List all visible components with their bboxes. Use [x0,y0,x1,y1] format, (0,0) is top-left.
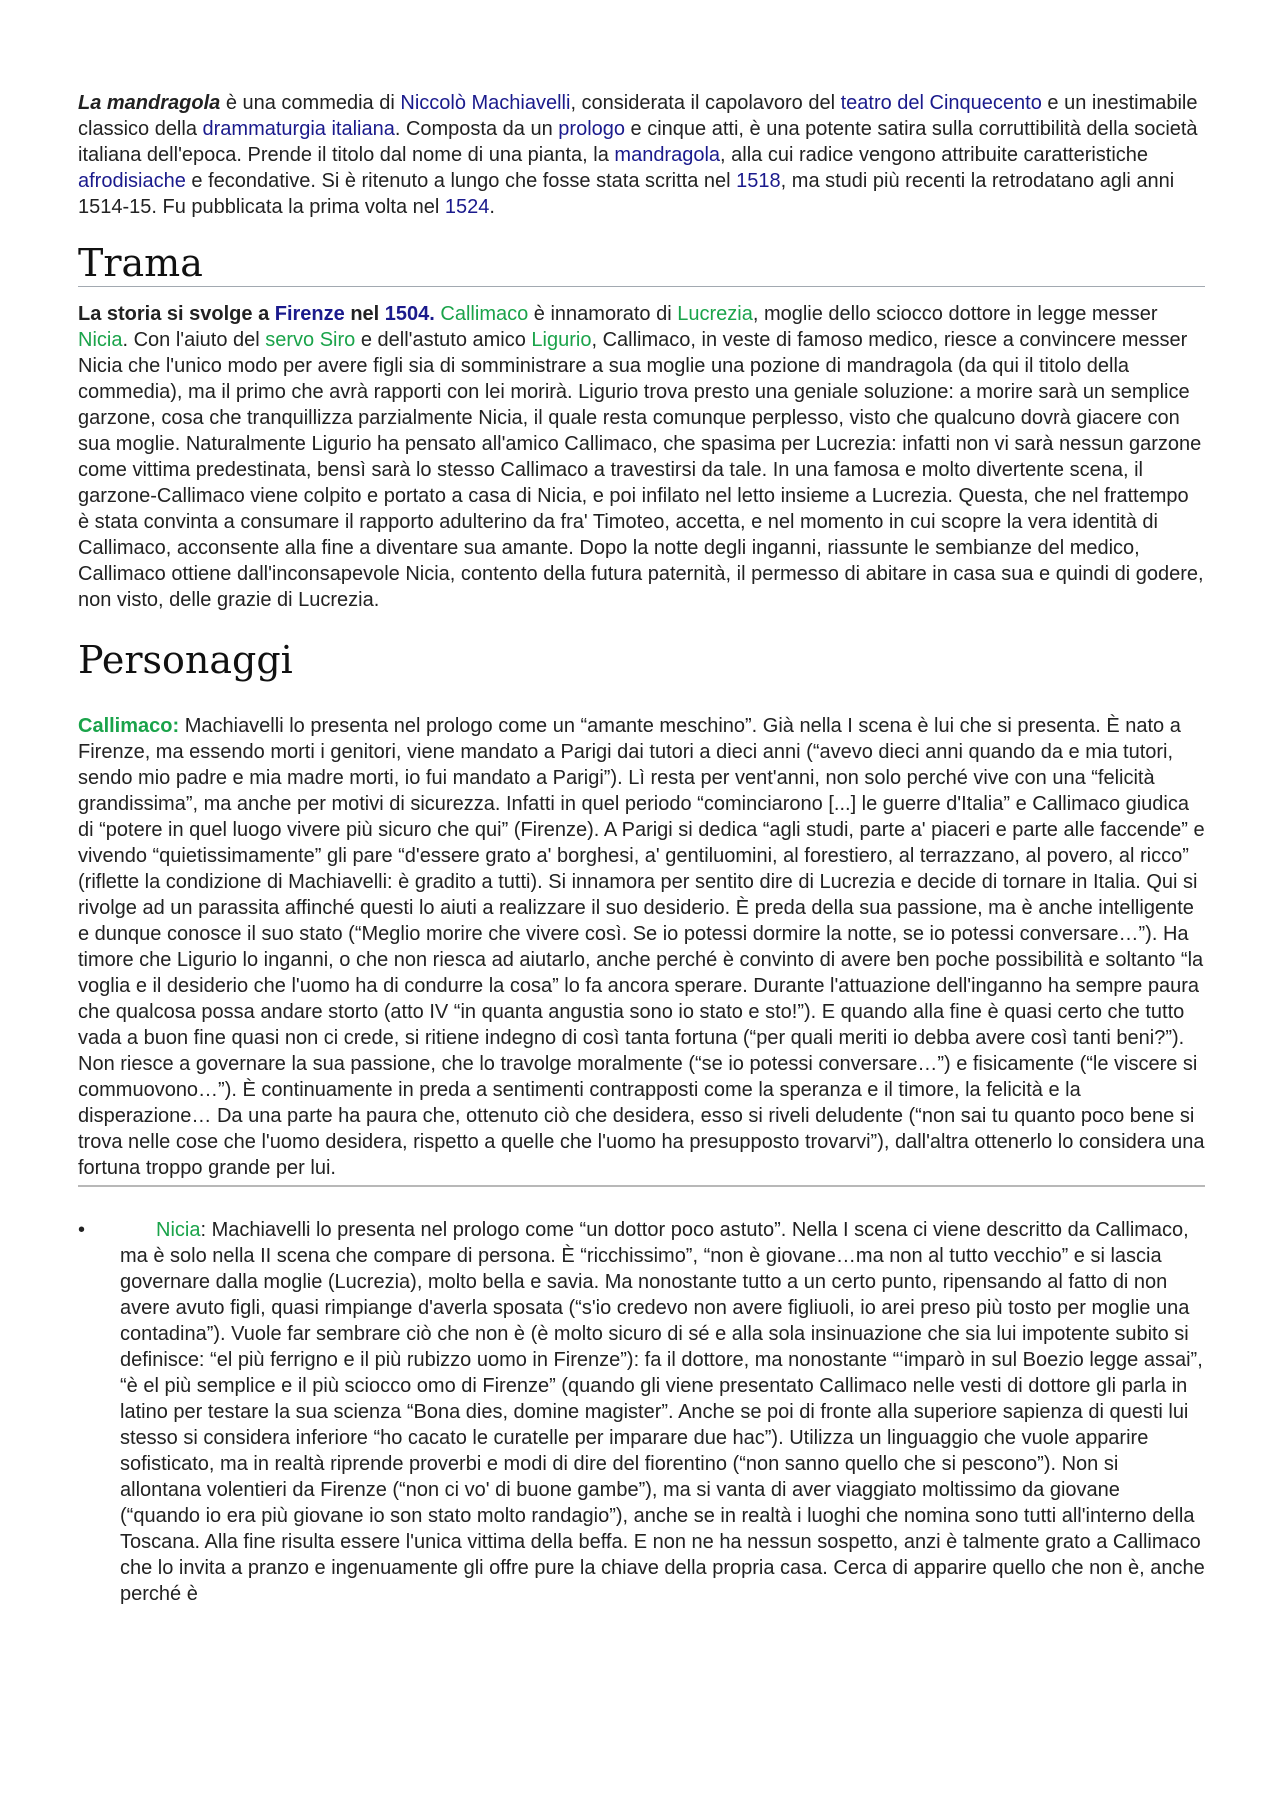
callimaco-paragraph: Callimaco: Machiavelli lo presenta nel prologo come un “amante meschino”. Già nella I scena è lui che si presenta. È nato a Firenze, ma essendo morti i genitori, viene mandato a Parigi dai tutori a dieci anni (“avevo dieci anni quando da e mia tutori, sendo mio padre e mia madre morti, io fui mandato a Parigi”). Lì resta per vent'anni, non solo perché vive con una “felicità grandissima”, ma anche per motivi di sicurezza. Infatti in quel periodo “cominciarono [...] le guerre d'Italia” e Callimaco giudica di “potere in quel luogo vivere più sicuro che qui” (Firenze). A Parigi si dedica “agli studi, parte a' piaceri e parte alle faccende” e vivendo “quietissimamente” gli pare “d'essere grato a' borghesi, a' gentiluomini, al forestiero, al terrazzano, al povero, al ricco” (riflette la condizione di Machiavelli: è gradito a tutti). Si innamora per sentito dire di Lucrezia e decide di tornare in Italia. Qui si rivolge ad un parassita affinché questi lo aiuti a realizzare il suo desiderio. È preda della sua passione, ma è anche intelligente e dunque conosce il suo stato (“Meglio morire che vivere così. Se io potessi dormire la notte, se io potessi conversare…”). Ha timore che Ligurio lo inganni, o che non riesca ad aiutarlo, anche perché è convinto di avere ben poche possibilità e soltanto “la voglia e il desiderio che l'uomo ha di condurre la cosa” lo fa ancora sperare. Durante l'attuazione dell'inganno ha sempre paura che qualcosa possa andare storto (atto IV “in quanta angustia sono io stato e sto!”). E quando alla fine è quasi certo che tutto vada a buon fine quasi non ci crede, si ritiene indegno di così tanta fortuna (“per quali meriti io debba avere così tanti beni?”). Non riesce a governare la sua passione, che lo travolge moralmente (“se io potessi conversare…”) e fisicamente (“le viscere si commuovono…”). È continuamente in preda a sentimenti contrapposti come la speranza e il timore, la felicità e la disperazione… Da una parte ha paura che, ottenuto ciò che desidera, esso si riveli deludente (“non sai tu quanto poco bene si trova nelle cose che l'uomo desidera, rispetto a quelle che l'uomo ha presupposto trovarvi”), dall'altra ottenerlo lo considera una fortuna troppo grande per lui. [78,715,1205,1179]
link-drammaturgia[interactable]: drammaturgia italiana [202,118,395,140]
trama-lead: La storia si svolge a Firenze nel 1504. [78,303,435,325]
link-1524[interactable]: 1524 [444,196,490,218]
character-list [78,1217,1205,1607]
link-machiavelli[interactable]: Niccolò Machiavelli [400,92,571,114]
link-lucrezia[interactable]: Lucrezia [677,303,753,325]
intro-paragraph: La mandragola è una commedia di Niccolò Machiavelli, considerata il capolavoro del teatro del Cinquecento e un inestimabile classico della drammaturgia italiana. Composta da un prologo e cinque atti, è una potente satira sulla corruttibilità della società italiana dell'epoca. Prende il titolo dal nome di una pianta, la mandragola, alla cui radice vengono attribuite caratteristiche afrodisiache e fecondative. Si è ritenuto a lungo che fosse stata scritta nel 1518, ma studi più recenti la retrodatano agli anni 1514-15. Fu pubblicata la prima volta nel 1524. [78,92,1198,218]
bullet-icon: • [78,1219,86,1241]
link-mandragola[interactable]: mandragola [614,144,721,166]
list-item-nicia: • Nicia: Machiavelli lo presenta nel prologo come “un dottor poco astuto”. Nella I scena ci viene descritto da Callimaco, ma è solo nella II scena che compare di persona. È “ricchissimo”, “non è giovane…ma non al tutto vecchio” e si lascia governare dalla moglie (Lucrezia), molto bella e savia. Ma nonostante tutto a un certo punto, ripensando al fatto di non avere avuto figli, quasi rimpiange d'averla sposata (“s'io credevo non avere figliuoli, io arei preso più tosto per moglie una contadina”). Vuole far sembrare ciò che non è (è molto sicuro di sé e alla sola insinuazione che sia lui impotente subito si definisce: “el più ferrigno e il più rubizzo uomo in Firenze”): fa il dottore, ma nonostante “‘imparò in sul Boezio legge assai”, “è el più semplice e il più sciocco omo di Firenze” (quando gli viene presentato Callimaco nelle vesti di dottore gli parla in latino per testare la sua scienza “Bona dies, domine magister”. Anche se poi di fronte alla superiore sapienza di questi lui stesso si considera inferiore “ho cacato le curatelle per imparare due hac”). Utilizza un linguaggio che vuole apparire sofisticato, ma in realtà riprende proverbi e modi di dire del fiorentino (“non sanno quello che si pescono”). Non si allontana volentieri da Firenze (“non ci vo' di buone gambe”), ma si vanta di aver viaggiato moltissimo da giovane (“quando io era più giovane io son stato molto randagio”), anche se in realtà i luoghi che nomina sono tutti all'interno della Toscana. Alla fine risulta essere l'unica vittima della beffa. E non ne ha nessun sospetto, anzi è talmente grato a Callimaco che lo invita a pranzo e ingenuamente gli offre pure la chiave della propria casa. Cerca di apparire quello che non è, anche perché è [78,1219,1205,1605]
link-1504[interactable]: 1504. [384,303,435,325]
link-servo-siro[interactable]: servo Siro [265,329,356,351]
link-1518[interactable]: 1518 [736,170,781,192]
link-nicia[interactable]: Nicia [78,329,123,351]
link-firenze[interactable]: Firenze [274,303,345,325]
heading-trama: Trama [78,240,1205,287]
link-prologo[interactable]: prologo [558,118,625,140]
link-teatro[interactable]: teatro del Cinquecento [840,92,1042,114]
link-nicia-label[interactable]: Nicia [156,1219,201,1241]
link-afrodisiache[interactable]: afrodisiache [78,170,186,192]
link-callimaco[interactable]: Callimaco [440,303,529,325]
heading-personaggi: Personaggi [78,638,293,682]
link-callimaco-label[interactable]: Callimaco: [78,715,180,737]
trama-paragraph: La storia si svolge a Firenze nel 1504. Callimaco è innamorato di Lucrezia, moglie dello sciocco dottore in legge messer Nicia. Con l'aiuto del servo Siro e dell'astuto amico Ligurio, Callimaco, in veste di famoso medico, riesce a convincere messer Nicia che l'unico modo per avere figli sia di somministrare a sua moglie una pozione di mandragola (da qui il titolo della commedia), ma il primo che avrà rapporti con lei morirà. Ligurio trova presto una geniale soluzione: a morire sarà un semplice garzone, cosa che tranquillizza parzialmente Nicia, il quale resta comunque perplesso, visto che qualcuno dovrà giacere con sua moglie. Naturalmente Ligurio ha pensato all'amico Callimaco, che spasima per Lucrezia: infatti non vi sarà nessun garzone come vittima predestinata, bensì sarà lo stesso Callimaco a travestirsi da tale. In una famosa e molto divertente scena, il garzone-Callimaco viene colpito e portato a casa di Nicia, e poi infilato nel letto insieme a Lucrezia. Questa, che nel frattempo è stata convinta a consumare il rapporto adulterino da fra' Timoteo, accetta, e nel momento in cui scopre la vera identità di Callimaco, acconsente alla fine a diventare sua amante. Dopo la notte degli inganni, riassunte le sembianze del medico, Callimaco ottiene dall'inconsapevole Nicia, contento della futura paternità, il permesso di abitare in casa sua e quindi di godere, non visto, delle grazie di Lucrezia. [78,303,1204,611]
title-term: La mandragola [78,92,221,114]
section-divider [78,1185,1205,1187]
link-ligurio[interactable]: Ligurio [531,329,592,351]
